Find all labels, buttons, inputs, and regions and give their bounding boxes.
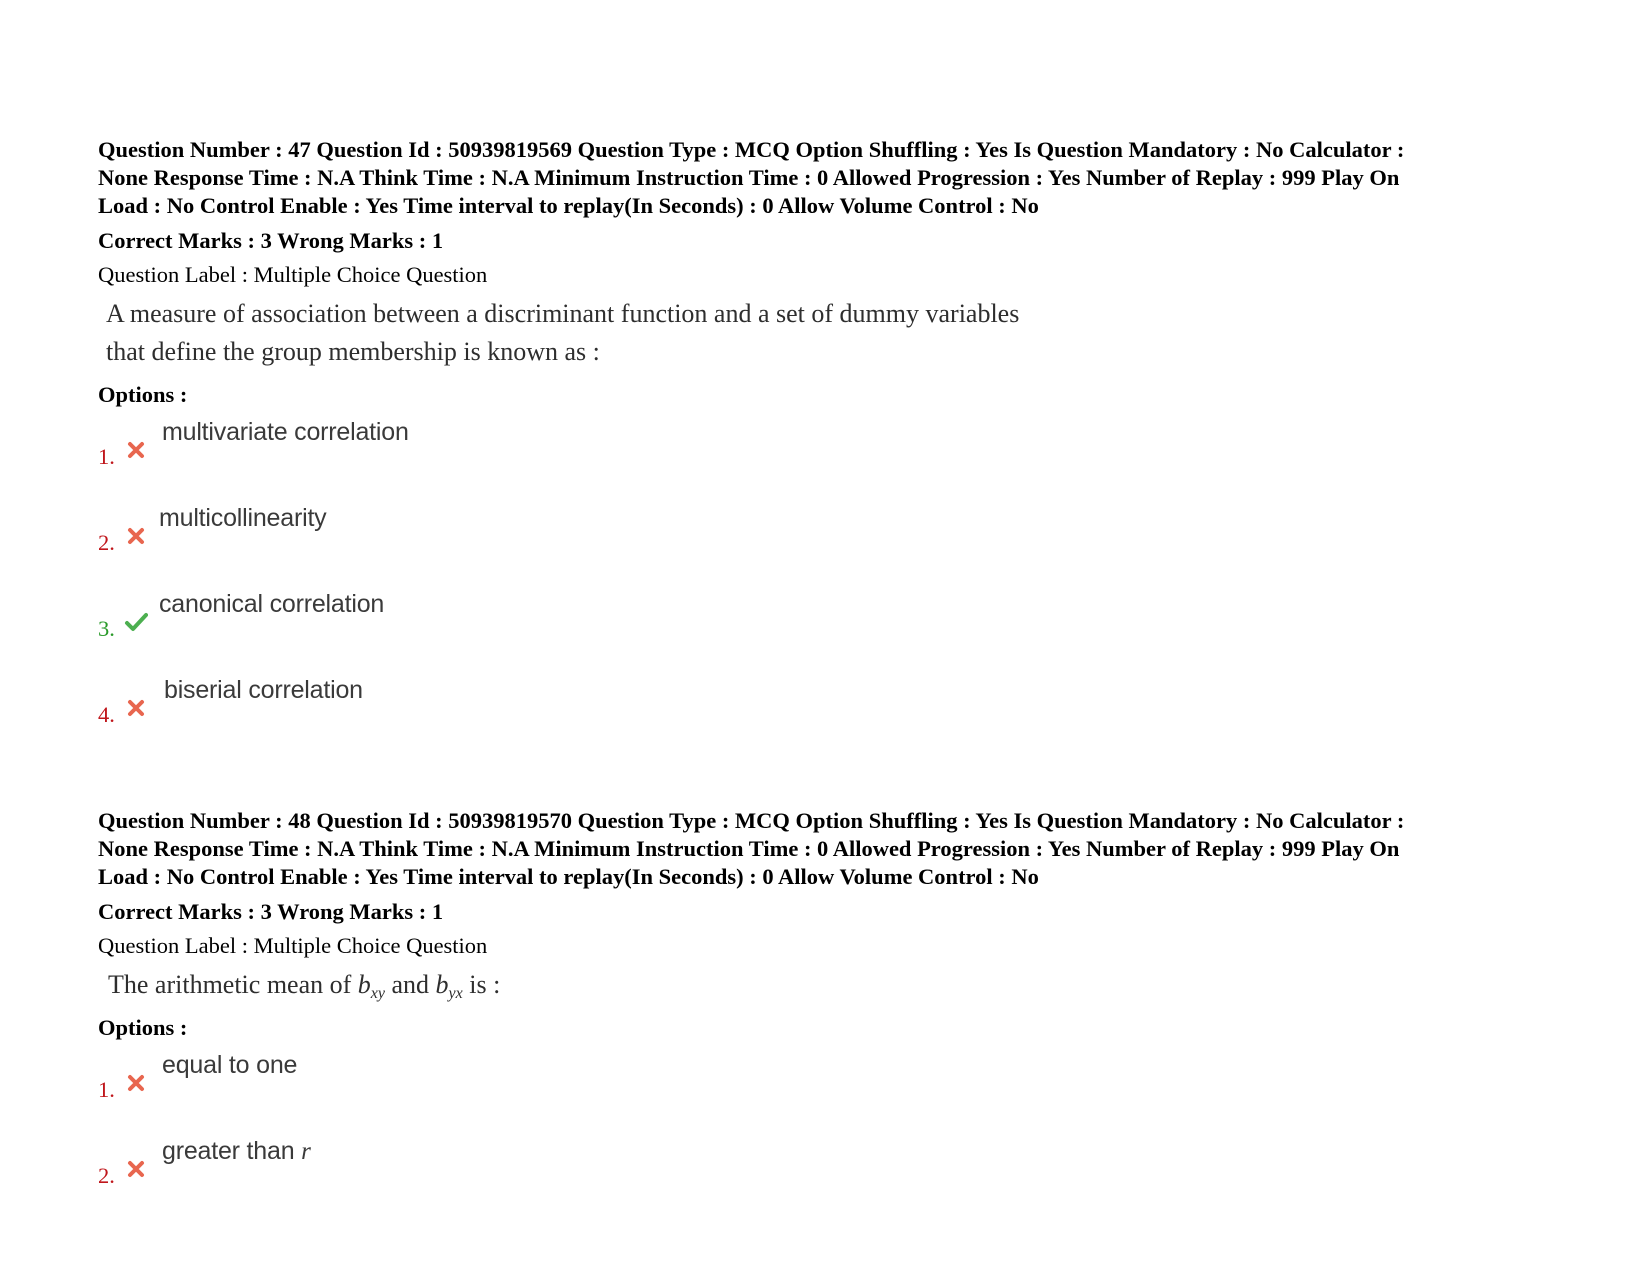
stem-text: The arithmetic mean of xyxy=(108,970,358,999)
option-item xyxy=(98,1136,1568,1222)
marks-info: Correct Marks : 3 Wrong Marks : 1 xyxy=(98,228,444,253)
option-text: canonical correlation xyxy=(159,590,385,618)
option-text: equal to one xyxy=(162,1051,298,1079)
option-text: multicollinearity xyxy=(159,504,327,532)
option-item xyxy=(98,1050,1568,1136)
marks-info: Correct Marks : 3 Wrong Marks : 1 xyxy=(98,899,444,924)
metadata-line: None Response Time : N.A Think Time : N.A Minimum Instruction Time : 0 Allowed Progression : Yes Number of Replay : 999 Play On xyxy=(98,836,1400,861)
question-block xyxy=(98,136,1568,761)
option-number: 4. xyxy=(98,702,115,727)
options-list xyxy=(98,417,1568,761)
cross-icon xyxy=(125,1158,147,1180)
option-text: biserial correlation xyxy=(164,676,363,704)
question-stem xyxy=(98,295,1568,371)
question-metadata xyxy=(98,136,1568,220)
question-block xyxy=(98,807,1568,1222)
stem-subscript: yx xyxy=(448,985,463,1002)
option-number: 3. xyxy=(98,616,115,641)
options-list xyxy=(98,1050,1568,1222)
metadata-line: None Response Time : N.A Think Time : N.A Minimum Instruction Time : 0 Allowed Progression : Yes Number of Replay : 999 Play On xyxy=(98,165,1400,190)
option-number: 1. xyxy=(98,444,115,469)
cross-icon xyxy=(125,697,147,719)
metadata-line: Question Number : 48 Question Id : 50939819570 Question Type : MCQ Option Shuffling : Yes Is Question Mandatory : No Calculator : xyxy=(98,808,1405,833)
cross-icon xyxy=(125,439,147,461)
question-metadata xyxy=(98,807,1568,891)
stem-subscript: xy xyxy=(370,985,385,1002)
option-text: multivariate correlation xyxy=(162,418,409,446)
stem-variable: b xyxy=(435,970,449,999)
check-icon xyxy=(122,611,148,633)
option-item xyxy=(98,503,1568,589)
metadata-line: Question Number : 47 Question Id : 50939819569 Question Type : MCQ Option Shuffling : Yes Is Question Mandatory : No Calculator : xyxy=(98,137,1405,162)
stem-text: is : xyxy=(462,970,501,999)
stem-variable: b xyxy=(357,970,371,999)
stem-line: A measure of association between a discriminant function and a set of dummy variables xyxy=(106,299,1020,328)
option-variable: r xyxy=(301,1138,311,1165)
stem-line: that define the group membership is known as : xyxy=(106,337,600,366)
option-number: 1. xyxy=(98,1077,115,1102)
option-item xyxy=(98,589,1568,675)
metadata-line: Load : No Control Enable : Yes Time interval to replay(In Seconds) : 0 Allow Volume Control : No xyxy=(98,193,1039,218)
option-item xyxy=(98,417,1568,503)
question-stem xyxy=(98,966,1568,1004)
options-heading: Options : xyxy=(98,1015,188,1040)
option-text-part: greater than xyxy=(162,1137,302,1165)
options-heading: Options : xyxy=(98,382,188,407)
option-number: 2. xyxy=(98,530,115,555)
stem-text: and xyxy=(384,970,436,999)
option-number: 2. xyxy=(98,1163,115,1188)
cross-icon xyxy=(125,525,147,547)
option-item xyxy=(98,675,1568,761)
cross-icon xyxy=(125,1072,147,1094)
metadata-line: Load : No Control Enable : Yes Time interval to replay(In Seconds) : 0 Allow Volume Control : No xyxy=(98,864,1039,889)
option-text xyxy=(162,1136,311,1167)
question-label: Question Label : Multiple Choice Question xyxy=(98,262,488,287)
question-label: Question Label : Multiple Choice Question xyxy=(98,933,488,958)
